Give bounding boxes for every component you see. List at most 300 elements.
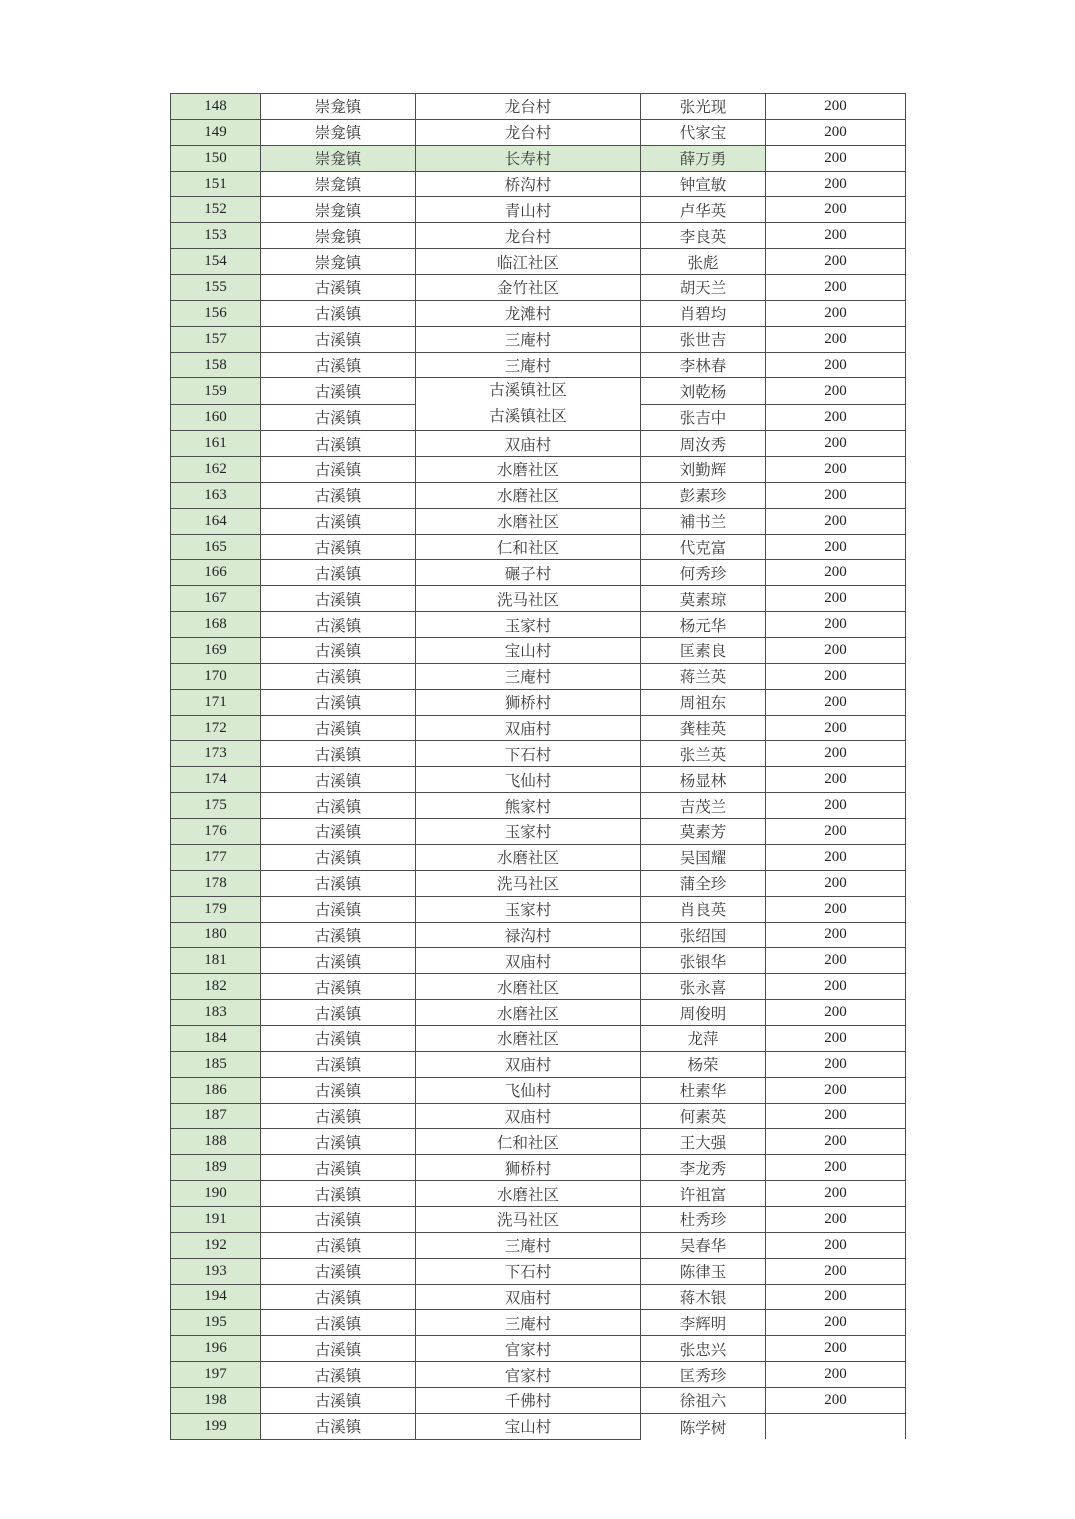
row-number-cell: 166 — [171, 560, 261, 586]
amount-cell: 200 — [766, 793, 906, 819]
village-cell: 下石村 — [416, 741, 641, 767]
name-cell: 胡天兰 — [641, 275, 766, 301]
beneficiary-table — [170, 93, 906, 1440]
row-number-cell: 164 — [171, 508, 261, 534]
village-cell: 三庵村 — [416, 352, 641, 378]
table-row — [171, 119, 906, 145]
village-cell: 三庵村 — [416, 326, 641, 352]
table-row — [171, 560, 906, 586]
row-number-cell: 177 — [171, 844, 261, 870]
table-row — [171, 249, 906, 275]
table-row — [171, 1051, 906, 1077]
table-row — [171, 896, 906, 922]
table-row — [171, 197, 906, 223]
table-row — [171, 1232, 906, 1258]
name-cell: 吴国耀 — [641, 844, 766, 870]
amount-cell: 200 — [766, 1051, 906, 1077]
name-cell: 何素英 — [641, 1103, 766, 1129]
table-row — [171, 378, 906, 404]
table-row — [171, 1129, 906, 1155]
village-cell: 双庙村 — [416, 1103, 641, 1129]
amount-cell: 200 — [766, 948, 906, 974]
table-row — [171, 922, 906, 948]
table-row — [171, 715, 906, 741]
row-number-cell: 165 — [171, 534, 261, 560]
name-cell: 周俊明 — [641, 1000, 766, 1026]
row-number-cell: 168 — [171, 612, 261, 638]
town-cell: 古溪镇 — [261, 1284, 416, 1310]
table-row — [171, 1181, 906, 1207]
amount-cell: 200 — [766, 1362, 906, 1388]
town-cell: 古溪镇 — [261, 1258, 416, 1284]
name-cell: 吴春华 — [641, 1232, 766, 1258]
amount-cell: 200 — [766, 352, 906, 378]
amount-cell: 200 — [766, 94, 906, 120]
table-row — [171, 1103, 906, 1129]
town-cell: 古溪镇 — [261, 1232, 416, 1258]
row-number-cell: 156 — [171, 300, 261, 326]
village-cell: 洗马社区 — [416, 1206, 641, 1232]
village-cell: 龙台村 — [416, 119, 641, 145]
village-cell: 仁和社区 — [416, 1129, 641, 1155]
amount-cell: 200 — [766, 586, 906, 612]
town-cell: 古溪镇 — [261, 922, 416, 948]
amount-cell: 200 — [766, 275, 906, 301]
town-cell: 古溪镇 — [261, 1310, 416, 1336]
row-number-cell: 182 — [171, 974, 261, 1000]
town-cell: 古溪镇 — [261, 1025, 416, 1051]
row-number-cell: 180 — [171, 922, 261, 948]
village-cell: 狮桥村 — [416, 1155, 641, 1181]
name-cell: 李林春 — [641, 352, 766, 378]
name-cell: 匡秀珍 — [641, 1362, 766, 1388]
name-cell: 许祖富 — [641, 1181, 766, 1207]
row-number-cell: 184 — [171, 1025, 261, 1051]
amount-cell: 200 — [766, 326, 906, 352]
row-number-cell: 175 — [171, 793, 261, 819]
table-row — [171, 1155, 906, 1181]
table-row — [171, 870, 906, 896]
name-cell: 莫素琼 — [641, 586, 766, 612]
name-cell: 杨元华 — [641, 612, 766, 638]
name-cell: 张兰英 — [641, 741, 766, 767]
amount-cell: 200 — [766, 715, 906, 741]
amount-cell: 200 — [766, 378, 906, 404]
row-number-cell: 159 — [171, 378, 261, 404]
village-cell: 飞仙村 — [416, 767, 641, 793]
row-number-cell: 173 — [171, 741, 261, 767]
town-cell: 古溪镇 — [261, 1077, 416, 1103]
name-cell: 代克富 — [641, 534, 766, 560]
row-number-cell: 199 — [171, 1413, 261, 1439]
town-cell: 崇龛镇 — [261, 249, 416, 275]
table-row — [171, 1336, 906, 1362]
amount-cell: 200 — [766, 223, 906, 249]
town-cell: 古溪镇 — [261, 1103, 416, 1129]
name-cell: 代家宝 — [641, 119, 766, 145]
table-row — [171, 300, 906, 326]
town-cell: 古溪镇 — [261, 663, 416, 689]
table-row — [171, 326, 906, 352]
village-cell: 长寿村 — [416, 145, 641, 171]
town-cell: 古溪镇 — [261, 844, 416, 870]
row-number-cell: 148 — [171, 94, 261, 120]
name-cell: 蒋兰英 — [641, 663, 766, 689]
town-cell: 古溪镇 — [261, 534, 416, 560]
amount-cell: 200 — [766, 1232, 906, 1258]
village-cell: 龙滩村 — [416, 300, 641, 326]
village-cell: 水磨社区 — [416, 844, 641, 870]
name-cell: 李辉明 — [641, 1310, 766, 1336]
row-number-cell: 171 — [171, 689, 261, 715]
table-row — [171, 145, 906, 171]
name-cell: 杨荣 — [641, 1051, 766, 1077]
village-cell: 官家村 — [416, 1336, 641, 1362]
table-row — [171, 638, 906, 664]
village-cell: 水磨社区 — [416, 1025, 641, 1051]
town-cell: 古溪镇 — [261, 457, 416, 483]
row-number-cell: 194 — [171, 1284, 261, 1310]
village-merged-line: 古溪镇社区 — [489, 382, 567, 400]
town-cell: 古溪镇 — [261, 586, 416, 612]
town-cell: 古溪镇 — [261, 819, 416, 845]
town-cell: 古溪镇 — [261, 1387, 416, 1413]
row-number-cell: 160 — [171, 404, 261, 430]
village-cell: 熊家村 — [416, 793, 641, 819]
town-cell: 古溪镇 — [261, 326, 416, 352]
town-cell: 古溪镇 — [261, 1206, 416, 1232]
town-cell: 崇龛镇 — [261, 197, 416, 223]
town-cell: 古溪镇 — [261, 896, 416, 922]
table-row — [171, 1077, 906, 1103]
village-cell: 水磨社区 — [416, 508, 641, 534]
row-number-cell: 150 — [171, 145, 261, 171]
row-number-cell: 163 — [171, 482, 261, 508]
village-cell: 官家村 — [416, 1362, 641, 1388]
table-row — [171, 457, 906, 483]
amount-cell: 200 — [766, 197, 906, 223]
village-cell: 千佛村 — [416, 1387, 641, 1413]
name-cell: 张绍国 — [641, 922, 766, 948]
town-cell: 古溪镇 — [261, 1051, 416, 1077]
row-number-cell: 151 — [171, 171, 261, 197]
village-cell: 下石村 — [416, 1258, 641, 1284]
amount-cell: 200 — [766, 145, 906, 171]
table-row — [171, 1258, 906, 1284]
name-cell: 陈律玉 — [641, 1258, 766, 1284]
village-cell: 桥沟村 — [416, 171, 641, 197]
row-number-cell: 176 — [171, 819, 261, 845]
table-row — [171, 1362, 906, 1388]
amount-cell: 200 — [766, 689, 906, 715]
row-number-cell: 155 — [171, 275, 261, 301]
table-row — [171, 1310, 906, 1336]
row-number-cell: 167 — [171, 586, 261, 612]
row-number-cell: 172 — [171, 715, 261, 741]
row-number-cell: 198 — [171, 1387, 261, 1413]
amount-cell: 200 — [766, 844, 906, 870]
table-row — [171, 352, 906, 378]
name-cell: 李良英 — [641, 223, 766, 249]
amount-cell: 200 — [766, 508, 906, 534]
town-cell: 崇龛镇 — [261, 171, 416, 197]
village-cell: 三庵村 — [416, 1310, 641, 1336]
table-row — [171, 1025, 906, 1051]
amount-cell: 200 — [766, 1206, 906, 1232]
town-cell: 古溪镇 — [261, 508, 416, 534]
table-row — [171, 1000, 906, 1026]
table-row — [171, 1387, 906, 1413]
village-cell: 双庙村 — [416, 1051, 641, 1077]
row-number-cell: 196 — [171, 1336, 261, 1362]
village-cell: 临江社区 — [416, 249, 641, 275]
amount-cell: 200 — [766, 457, 906, 483]
row-number-cell: 183 — [171, 1000, 261, 1026]
table-row — [171, 948, 906, 974]
town-cell: 古溪镇 — [261, 715, 416, 741]
name-cell: 刘乾杨 — [641, 378, 766, 404]
village-cell: 水磨社区 — [416, 974, 641, 1000]
town-cell: 古溪镇 — [261, 275, 416, 301]
row-number-cell: 189 — [171, 1155, 261, 1181]
row-number-cell: 195 — [171, 1310, 261, 1336]
village-cell: 宝山村 — [416, 638, 641, 664]
table-row — [171, 1413, 906, 1439]
table-row — [171, 482, 906, 508]
table-row — [171, 431, 906, 457]
town-cell: 古溪镇 — [261, 431, 416, 457]
amount-cell: 200 — [766, 1258, 906, 1284]
village-cell: 龙台村 — [416, 223, 641, 249]
amount-cell: 200 — [766, 300, 906, 326]
amount-cell: 200 — [766, 404, 906, 430]
village-cell: 金竹社区 — [416, 275, 641, 301]
row-number-cell: 186 — [171, 1077, 261, 1103]
name-cell: 何秀珍 — [641, 560, 766, 586]
town-cell: 古溪镇 — [261, 1000, 416, 1026]
amount-cell: 200 — [766, 612, 906, 638]
name-cell: 周祖东 — [641, 689, 766, 715]
village-cell: 玉家村 — [416, 819, 641, 845]
town-cell: 崇龛镇 — [261, 223, 416, 249]
amount-cell: 200 — [766, 922, 906, 948]
name-cell: 李龙秀 — [641, 1155, 766, 1181]
village-cell: 仁和社区 — [416, 534, 641, 560]
amount-cell: 200 — [766, 638, 906, 664]
town-cell: 古溪镇 — [261, 948, 416, 974]
row-number-cell: 197 — [171, 1362, 261, 1388]
name-cell: 杨显林 — [641, 767, 766, 793]
table-row — [171, 223, 906, 249]
town-cell: 崇龛镇 — [261, 94, 416, 120]
row-number-cell: 187 — [171, 1103, 261, 1129]
name-cell: 莫素芳 — [641, 819, 766, 845]
village-cell: 双庙村 — [416, 715, 641, 741]
village-cell: 水磨社区 — [416, 1181, 641, 1207]
town-cell: 古溪镇 — [261, 482, 416, 508]
amount-cell: 200 — [766, 1181, 906, 1207]
amount-cell: 200 — [766, 482, 906, 508]
town-cell: 古溪镇 — [261, 689, 416, 715]
town-cell: 古溪镇 — [261, 352, 416, 378]
table-row — [171, 663, 906, 689]
table-row — [171, 844, 906, 870]
row-number-cell: 188 — [171, 1129, 261, 1155]
town-cell: 古溪镇 — [261, 870, 416, 896]
town-cell: 古溪镇 — [261, 560, 416, 586]
table-row — [171, 793, 906, 819]
amount-cell: 200 — [766, 767, 906, 793]
table-row — [171, 171, 906, 197]
amount-cell: 200 — [766, 663, 906, 689]
row-number-cell: 192 — [171, 1232, 261, 1258]
village-cell: 青山村 — [416, 197, 641, 223]
name-cell: 蒋木银 — [641, 1284, 766, 1310]
name-cell: 杜素华 — [641, 1077, 766, 1103]
row-number-cell: 149 — [171, 119, 261, 145]
row-number-cell: 152 — [171, 197, 261, 223]
name-cell: 张忠兴 — [641, 1336, 766, 1362]
name-cell: 张吉中 — [641, 404, 766, 430]
table-row — [171, 534, 906, 560]
row-number-cell: 157 — [171, 326, 261, 352]
village-cell: 双庙村 — [416, 431, 641, 457]
amount-cell: 200 — [766, 1129, 906, 1155]
table-row — [171, 1206, 906, 1232]
amount-cell: 200 — [766, 741, 906, 767]
village-cell: 碾子村 — [416, 560, 641, 586]
name-cell: 肖碧均 — [641, 300, 766, 326]
town-cell: 古溪镇 — [261, 1155, 416, 1181]
name-cell: 肖良英 — [641, 896, 766, 922]
name-cell: 王大强 — [641, 1129, 766, 1155]
amount-cell: 200 — [766, 896, 906, 922]
village-cell: 水磨社区 — [416, 457, 641, 483]
row-number-cell: 178 — [171, 870, 261, 896]
village-cell: 洗马社区 — [416, 586, 641, 612]
town-cell: 古溪镇 — [261, 1362, 416, 1388]
town-cell: 崇龛镇 — [261, 119, 416, 145]
amount-cell — [766, 1413, 906, 1439]
amount-cell: 200 — [766, 1077, 906, 1103]
amount-cell: 200 — [766, 249, 906, 275]
table-row — [171, 275, 906, 301]
town-cell: 古溪镇 — [261, 1336, 416, 1362]
amount-cell: 200 — [766, 1103, 906, 1129]
village-cell-merged — [416, 378, 641, 431]
village-cell: 禄沟村 — [416, 922, 641, 948]
town-cell: 古溪镇 — [261, 793, 416, 819]
town-cell: 古溪镇 — [261, 1129, 416, 1155]
table-body — [171, 94, 906, 1440]
amount-cell: 200 — [766, 1284, 906, 1310]
amount-cell: 200 — [766, 119, 906, 145]
row-number-cell: 154 — [171, 249, 261, 275]
village-cell: 玉家村 — [416, 612, 641, 638]
name-cell: 周汝秀 — [641, 431, 766, 457]
document-page — [170, 93, 906, 1440]
name-cell: 张银华 — [641, 948, 766, 974]
name-cell: 蒲全珍 — [641, 870, 766, 896]
town-cell: 古溪镇 — [261, 612, 416, 638]
village-cell: 玉家村 — [416, 896, 641, 922]
town-cell: 古溪镇 — [261, 767, 416, 793]
amount-cell: 200 — [766, 1336, 906, 1362]
amount-cell: 200 — [766, 1310, 906, 1336]
village-cell: 三庵村 — [416, 663, 641, 689]
row-number-cell: 162 — [171, 457, 261, 483]
table-row — [171, 974, 906, 1000]
town-cell: 古溪镇 — [261, 404, 416, 430]
table-row — [171, 612, 906, 638]
village-cell: 双庙村 — [416, 1284, 641, 1310]
amount-cell: 200 — [766, 974, 906, 1000]
row-number-cell: 158 — [171, 352, 261, 378]
amount-cell: 200 — [766, 1025, 906, 1051]
amount-cell: 200 — [766, 819, 906, 845]
town-cell: 古溪镇 — [261, 300, 416, 326]
town-cell: 崇龛镇 — [261, 145, 416, 171]
name-cell: 杜秀珍 — [641, 1206, 766, 1232]
row-number-cell: 181 — [171, 948, 261, 974]
name-cell: 张世吉 — [641, 326, 766, 352]
row-number-cell: 174 — [171, 767, 261, 793]
village-cell: 双庙村 — [416, 948, 641, 974]
table-row — [171, 1284, 906, 1310]
village-cell: 水磨社区 — [416, 1000, 641, 1026]
town-cell: 古溪镇 — [261, 974, 416, 1000]
amount-cell: 200 — [766, 1387, 906, 1413]
amount-cell: 200 — [766, 171, 906, 197]
village-cell: 飞仙村 — [416, 1077, 641, 1103]
name-cell: 张光现 — [641, 94, 766, 120]
name-cell: 卢华英 — [641, 197, 766, 223]
row-number-cell: 153 — [171, 223, 261, 249]
name-cell: 刘勤辉 — [641, 457, 766, 483]
row-number-cell: 191 — [171, 1206, 261, 1232]
name-cell: 匡素良 — [641, 638, 766, 664]
name-cell: 张永喜 — [641, 974, 766, 1000]
town-cell: 古溪镇 — [261, 378, 416, 404]
table-row — [171, 819, 906, 845]
amount-cell: 200 — [766, 1155, 906, 1181]
table-row — [171, 689, 906, 715]
name-cell: 陈学树 — [641, 1413, 766, 1439]
amount-cell: 200 — [766, 560, 906, 586]
amount-cell: 200 — [766, 1000, 906, 1026]
row-number-cell: 161 — [171, 431, 261, 457]
row-number-cell: 169 — [171, 638, 261, 664]
village-cell: 三庵村 — [416, 1232, 641, 1258]
village-cell: 龙台村 — [416, 94, 641, 120]
town-cell: 古溪镇 — [261, 1413, 416, 1439]
town-cell: 古溪镇 — [261, 638, 416, 664]
table-row — [171, 586, 906, 612]
name-cell: 吉茂兰 — [641, 793, 766, 819]
village-cell: 狮桥村 — [416, 689, 641, 715]
village-cell: 宝山村 — [416, 1413, 641, 1439]
name-cell: 张彪 — [641, 249, 766, 275]
row-number-cell: 185 — [171, 1051, 261, 1077]
name-cell: 徐祖六 — [641, 1387, 766, 1413]
town-cell: 古溪镇 — [261, 1181, 416, 1207]
name-cell: 钟宣敏 — [641, 171, 766, 197]
name-cell: 彭素珍 — [641, 482, 766, 508]
name-cell: 龚桂英 — [641, 715, 766, 741]
table-row — [171, 767, 906, 793]
amount-cell: 200 — [766, 870, 906, 896]
name-cell: 薛万勇 — [641, 145, 766, 171]
